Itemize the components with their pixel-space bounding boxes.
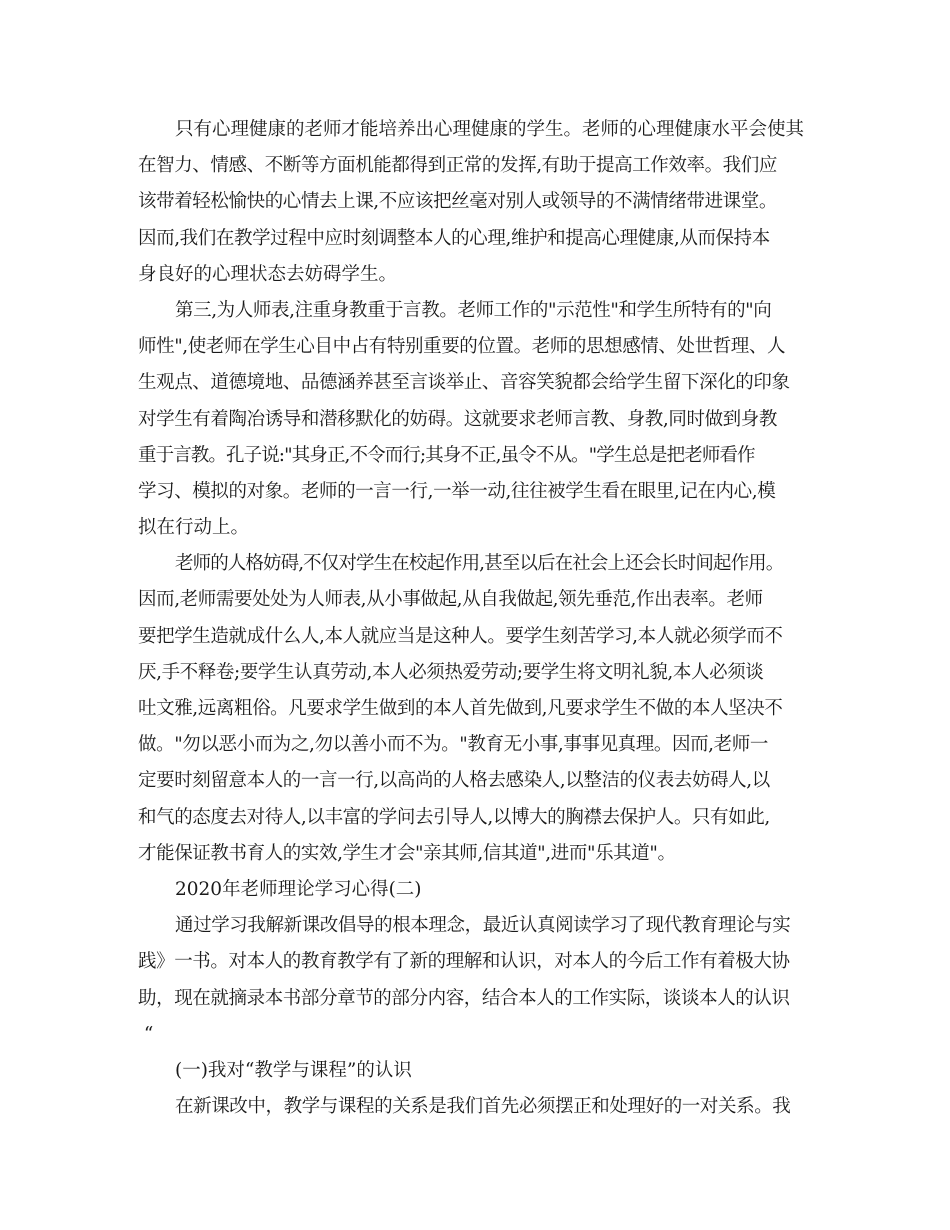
paragraph-line: 吐文雅,远离粗俗。凡要求学生做到的本人首先做到,凡要求学生不做的本人坚决不 bbox=[138, 698, 783, 719]
section-heading: 2020年老师理论学习心得(二) bbox=[175, 878, 422, 900]
paragraph-line: 因而,我们在教学过程中应时刻调整本人的心理,维护和提高心理健康,从而保持本 bbox=[138, 227, 770, 249]
paragraph-line: 学习、模拟的对象。老师的一言一行,一举一动,往往被学生看在眼里,记在内心,模 bbox=[138, 480, 776, 502]
paragraph-line: 助，现在就摘录本书部分章节的部分内容，结合本人的工作实际，谈谈本人的认识 bbox=[138, 987, 790, 1009]
paragraph-line: 只有心理健康的老师才能培养出心理健康的学生。老师的心理健康水平会使其 bbox=[175, 119, 805, 140]
paragraph-line: 通过学习我解新课改倡导的根本理念，最近认真阅读学习了现代教育理论与实 bbox=[175, 915, 791, 937]
paragraph-line: 身良好的心理状态去妨碍学生。 bbox=[138, 263, 398, 285]
paragraph-line: 该带着轻松愉快的心情去上课,不应该把丝毫对别人或领导的不满情绪带进课堂。 bbox=[138, 191, 777, 213]
paragraph-line: 第三,为人师表,注重身教重于言教。老师工作的"示范性"和学生所特有的"向 bbox=[175, 299, 772, 321]
paragraph-line: 和气的态度去对待人,以丰富的学问去引导人,以博大的胸襟去保护人。只有如此, bbox=[138, 806, 770, 828]
paragraph-line: 才能保证教书育人的实效,学生才会"亲其师,信其道",进而"乐其道"。 bbox=[138, 842, 676, 864]
paragraph-line: “ bbox=[138, 1023, 154, 1045]
paragraph-line: 厌,手不释卷;要学生认真劳动,本人必须热爱劳动;要学生将文明礼貌,本人必须谈 bbox=[138, 661, 764, 683]
paragraph-line: 对学生有着陶冶诱导和潜移默化的妨碍。这就要求老师言教、身教,同时做到身教 bbox=[138, 408, 777, 430]
paragraph-line: 老师的人格妨碍,不仅对学生在校起作用,甚至以后在社会上还会长时间起作用。 bbox=[175, 553, 784, 575]
paragraph-line: 因而,老师需要处处为人师表,从小事做起,从自我做起,领先垂范,作出表率。老师 bbox=[138, 589, 763, 611]
paragraph-line: 师性",使老师在学生心目中占有特别重要的位置。老师的思想感情、处世哲理、人 bbox=[138, 336, 786, 358]
paragraph-line: 重于言教。孔子说:"其身正,不令而行;其身不正,虽令不从。"学生总是把老师看作 bbox=[138, 444, 755, 466]
subsection-heading: (一)我对“教学与课程”的认识 bbox=[175, 1059, 412, 1081]
paragraph-line: 在新课改中，教学与课程的关系是我们首先必须摆正和处理好的一对关系。我 bbox=[175, 1096, 791, 1118]
paragraph-line: 生观点、道德境地、品德涵养甚至言谈举止、音容笑貌都会给学生留下深化的印象 bbox=[138, 372, 790, 394]
paragraph-line: 定要时刻留意本人的一言一行,以高尚的人格去感染人,以整洁的仪表去妨碍人,以 bbox=[138, 770, 770, 792]
paragraph-line: 做。"勿以恶小而为之,勿以善小而不为。"教育无小事,事事见真理。因而,老师一 bbox=[138, 734, 768, 756]
paragraph-line: 在智力、情感、不断等方面机能都得到正常的发挥,有助于提高工作效率。我们应 bbox=[138, 155, 777, 177]
paragraph-line: 践》一书。对本人的教育教学有了新的理解和认识，对本人的今后工作有着极大协 bbox=[138, 951, 790, 973]
document-body bbox=[138, 112, 828, 1125]
paragraph-line: 拟在行动上。 bbox=[138, 517, 250, 539]
paragraph-line: 要把学生造就成什么人,本人就应当是这种人。要学生刻苦学习,本人就必须学而不 bbox=[138, 625, 783, 647]
